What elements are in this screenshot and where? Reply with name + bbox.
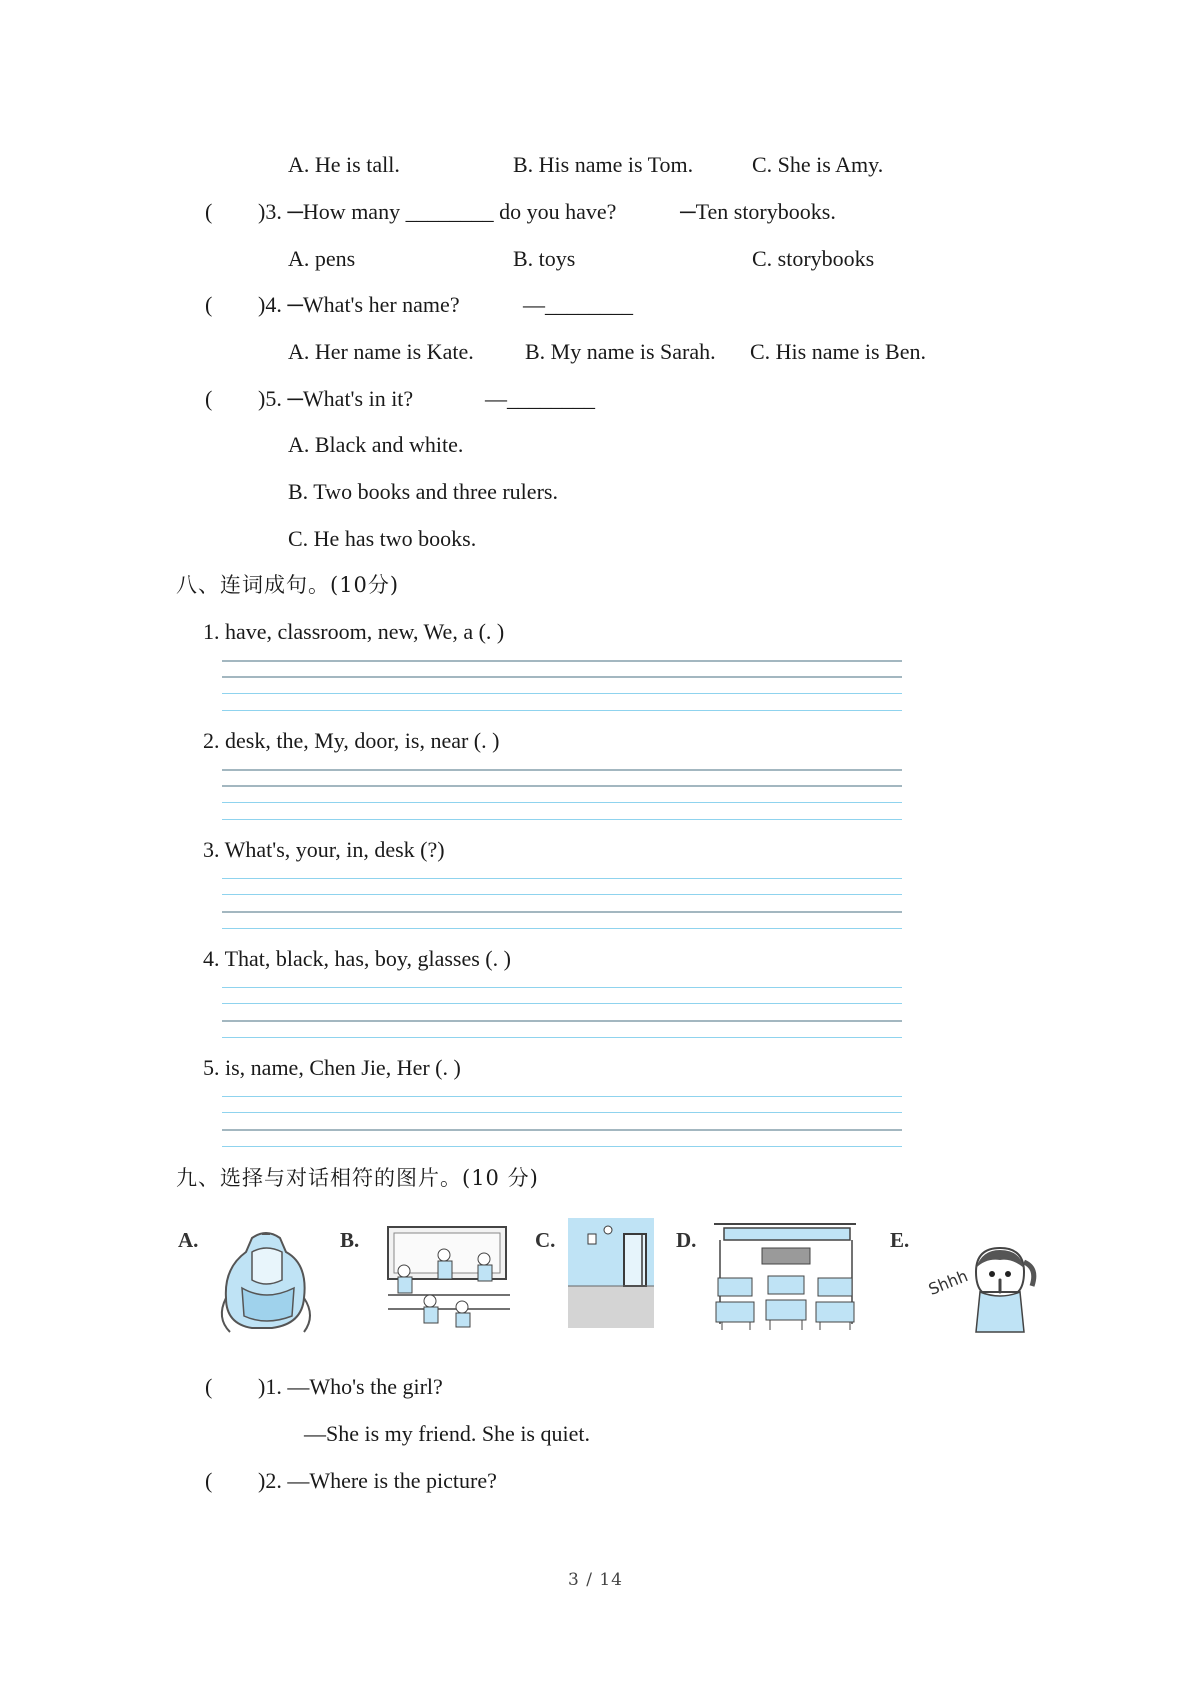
writing-guide-4[interactable] [222,987,902,1043]
q5-bracket: ( [205,386,213,411]
picture-label-d: D. [676,1228,697,1252]
picture-label-a: A. [178,1228,199,1252]
q3-bracket: ( [205,199,213,224]
section8-item-4: 4. That, black, has, boy, glasses (. ) [203,946,511,971]
page-number: 3 / 14 [568,1570,623,1590]
q4-answer: —________ [523,292,633,317]
q3-option-c: C. storybooks [752,246,875,271]
s9-q2-stem: )2. —Where is the picture? [258,1468,497,1493]
q4-option-b: B. My name is Sarah. [525,339,716,364]
s9-q2-bracket: ( [205,1468,213,1493]
q2-option-c: C. She is Amy. [752,152,884,177]
blackboard-kids-icon [386,1223,512,1331]
section8-item-1: 1. have, classroom, new, We, a (. ) [203,619,505,644]
section8-item-3: 3. What's, your, in, desk (?) [203,837,445,862]
writing-guide-2[interactable] [222,769,902,825]
q5-option-a: A. Black and white. [288,432,464,457]
writing-guide-5[interactable] [222,1096,902,1152]
quiet-caption: Shhh [925,1266,971,1299]
section8-item-2: 2. desk, the, My, door, is, near (. ) [203,728,500,753]
picture-label-c: C. [535,1228,556,1252]
section8-item-5: 5. is, name, Chen Jie, Her (. ) [203,1055,461,1080]
q5-option-b: B. Two books and three rulers. [288,479,558,504]
q4-stem: )4. ─What's her name? [258,292,460,317]
s9-q1-answer: —She is my friend. She is quiet. [304,1421,590,1446]
quiet-girl-icon [962,1242,1040,1334]
writing-guide-3[interactable] [222,878,902,934]
picture-label-b: B. [340,1228,360,1252]
q2-option-b: B. His name is Tom. [513,152,694,177]
q3-option-b: B. toys [513,246,576,271]
q5-option-c: C. He has two books. [288,526,477,551]
q3-answer: ─Ten storybooks. [680,199,836,224]
q5-stem: )5. ─What's in it? [258,386,414,411]
section8-heading: 八、连词成句。(10分) [176,573,400,597]
q4-bracket: ( [205,292,213,317]
q3-option-a: A. pens [288,246,356,271]
s9-q1-bracket: ( [205,1374,213,1399]
q3-stem: )3. ─How many ________ do you have? [258,199,617,224]
section9-heading: 九、选择与对话相符的图片。(10 分) [176,1166,539,1190]
s9-q1-stem: )1. —Who's the girl? [258,1374,443,1399]
q2-option-a: A. He is tall. [288,152,400,177]
q4-option-a: A. Her name is Kate. [288,339,474,364]
classroom-icon [710,1220,860,1332]
schoolbag-icon [212,1228,320,1336]
q4-option-c: C. His name is Ben. [750,339,926,364]
picture-label-e: E. [890,1228,910,1252]
q5-answer: —________ [485,386,595,411]
writing-guide-1[interactable] [222,660,902,716]
wall-door-icon [568,1218,654,1328]
